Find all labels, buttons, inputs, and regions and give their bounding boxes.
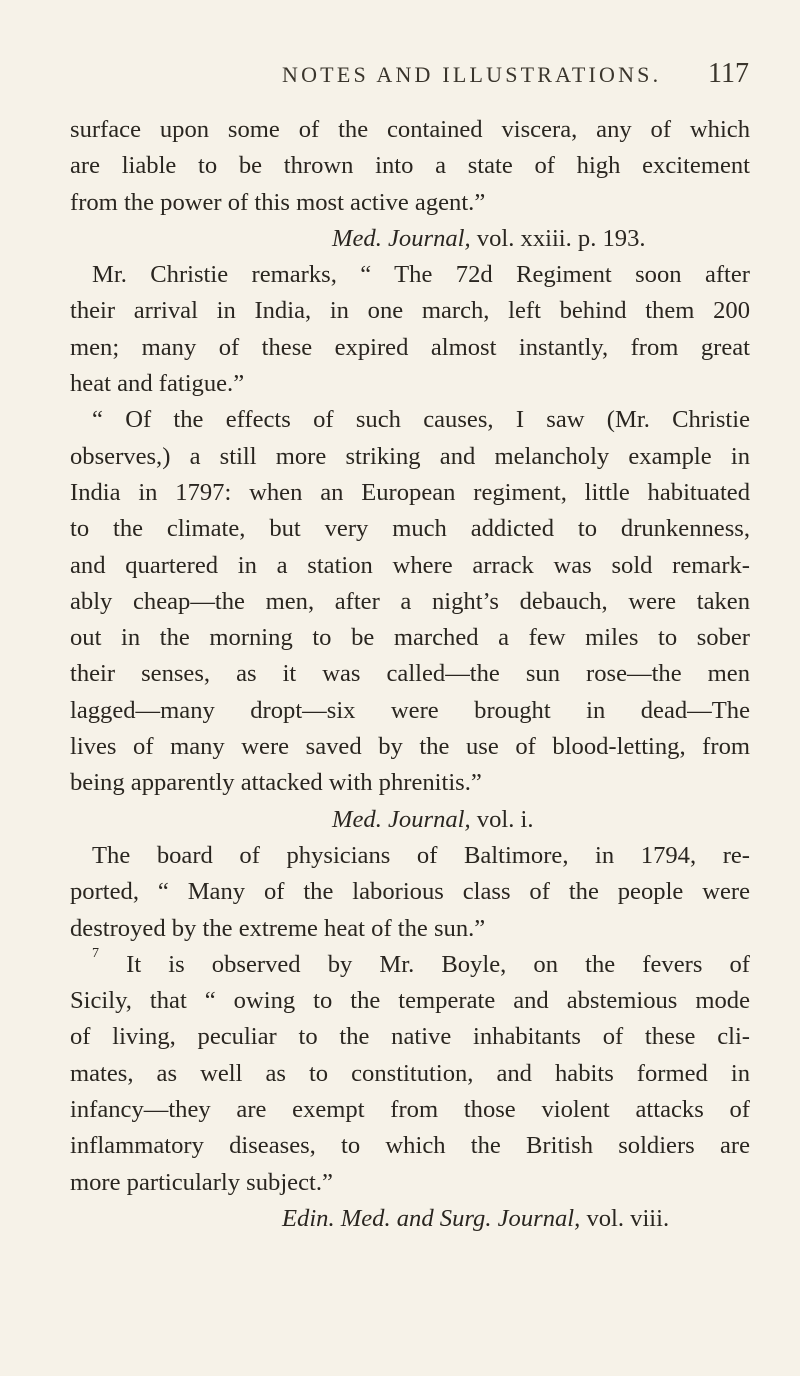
citation-line <box>70 221 750 257</box>
text-line: infancy—they are exempt from those violent attacks of <box>70 1096 750 1124</box>
text-line: observes,) a still more striking and melancholy example in <box>70 442 750 470</box>
citation-title: Med. Journal, <box>332 224 471 252</box>
text-line: ably cheap—the men, after a night’s debauch, were taken <box>70 587 750 615</box>
text-line: lagged—many dropt—six were brought in dead—The <box>70 696 750 724</box>
citation-title: Edin. Med. and Surg. Journal, <box>282 1204 581 1232</box>
text-line: out in the morning to be marched a few miles to sober <box>70 624 750 652</box>
text-line: are liable to be thrown into a state of high excitement <box>70 152 750 180</box>
text-line: their senses, as it was called—the sun rose—the men <box>70 660 750 688</box>
text-line: “ Of the effects of such causes, I saw (Mr. Christie <box>92 406 750 434</box>
text-line: being apparently attacked with phrenitis.” <box>70 769 482 797</box>
text-line: ported, “ Many of the laborious class of the people were <box>70 878 750 906</box>
citation-detail: vol. viii. <box>580 1204 670 1232</box>
text-line: mates, as well as to constitution, and habits formed in <box>70 1059 750 1087</box>
footnote-text: It is observed by Mr. Boyle, on the fevers of <box>99 950 750 978</box>
citation-detail: vol. xxiii. p. 193. <box>470 224 646 252</box>
text-line: their arrival in India, in one march, left behind them 200 <box>70 297 750 325</box>
text-line: destroyed by the extreme heat of the sun.” <box>70 914 486 942</box>
header-title: NOTES AND ILLUSTRATIONS. <box>282 62 662 87</box>
citation-detail: vol. i. <box>470 805 534 833</box>
footnote-marker: 7 <box>92 945 99 961</box>
citation-line <box>70 1201 750 1237</box>
page-number: 117 <box>708 58 749 89</box>
text-line: lives of many were saved by the use of blood-letting, from <box>70 733 750 761</box>
text-line: heat and fatigue.” <box>70 370 245 398</box>
text-line: more particularly subject.” <box>70 1168 333 1196</box>
text-line: men; many of these expired almost instantly, from great <box>70 333 750 361</box>
text-line: India in 1797: when an European regiment, little habituated <box>70 478 750 506</box>
text-line: surface upon some of the contained viscera, any of which <box>70 116 750 143</box>
citation-line <box>70 802 750 838</box>
footnote-line <box>70 947 750 983</box>
running-header <box>0 58 800 102</box>
text-line: of living, peculiar to the native inhabitants of these cli- <box>70 1023 750 1051</box>
text-line: Mr. Christie remarks, “ The 72d Regiment soon after <box>92 261 750 289</box>
text-line: from the power of this most active agent.” <box>70 188 486 216</box>
text-line: The board of physicians of Baltimore, in 1794, re- <box>92 841 750 869</box>
text-line: and quartered in a station where arrack was sold remark- <box>70 551 750 579</box>
body-text <box>70 112 750 1237</box>
text-line: to the climate, but very much addicted to drunkenness, <box>70 515 750 543</box>
text-line: inflammatory diseases, to which the British soldiers are <box>70 1132 750 1160</box>
citation-title: Med. Journal, <box>332 805 471 833</box>
text-line: Sicily, that “ owing to the temperate and abstemious mode <box>70 987 750 1015</box>
